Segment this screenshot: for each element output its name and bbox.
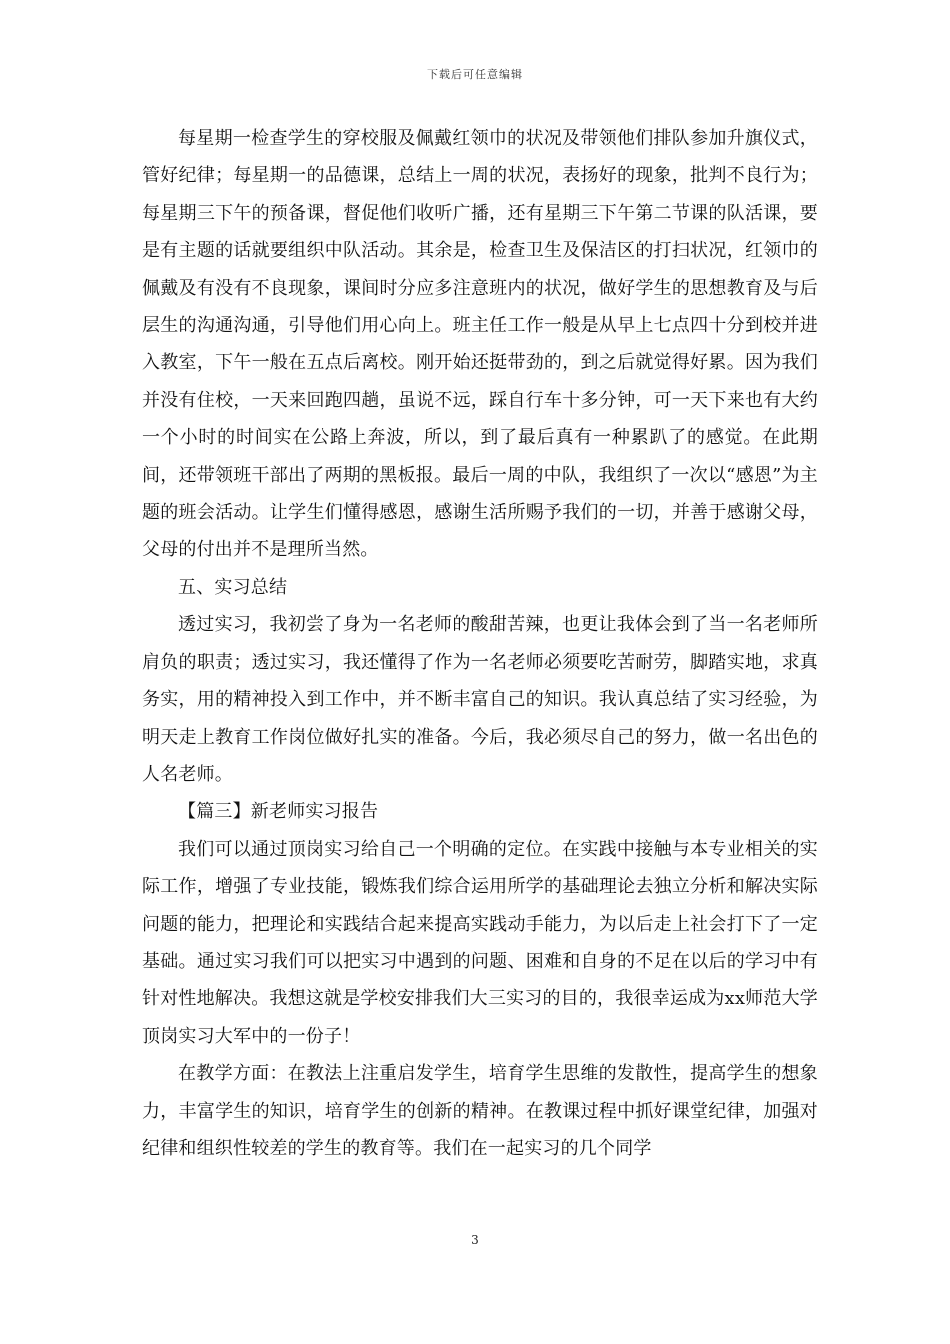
page-number: 3 [471, 1233, 479, 1247]
paragraph-positioning: 我们可以通过顶岗实习给自己一个明确的定位。在实践中接触与本专业相关的实际工作，增强了专业技能，锻炼我们综合运用所学的基础理论去独立分析和解决实际问题的能力，把理论和实践结合起来提高实践动手能力，为以后走上社会打下了一定基础。通过实习我们可以把实习中遇到的问题、困难和自身的不足在以后的学习中有针对性地解决。我想这就是学校安排我们大三实习的目的，我很幸运成为xx师范大学顶岗实习大军中的一份子！ [142, 838, 818, 1047]
paragraph-class-duties: 每星期一检查学生的穿校服及佩戴红领巾的状况及带领他们排队参加升旗仪式，管好纪律；每星期一的品德课，总结上一周的状况，表扬好的现象，批判不良行为；每星期三下午的预备课，督促他们收听广播，还有星期三下午第二节课的队活课，要是有主题的话就要组织中队活动。其余是，检查卫生及保洁区的打扫状况，红领巾的佩戴及有没有不良现象，课间时分应多注意班内的状况，做好学生的思想教育及与后层生的沟通沟通，引导他们用心向上。班主任工作一般是从早上七点四十分到校并进入教室，下午一般在五点后离校。刚开始还挺带劲的，到之后就觉得好累。因为我们并没有住校，一天来回跑四趟，虽说不远，踩自行车十多分钟，可一天下来也有大约一个小时的时间实在公路上奔波，所以，到了最后真有一种累趴了的感觉。在此期间，还带领班干部出了两期的黑板报。最后一周的中队，我组织了一次以“感恩”为主题的班会活动。让学生们懂得感恩，感谢生活所赐予我们的一切，并善于感谢父母，父母的付出并不是理所当然。 [142, 128, 818, 561]
page-header: 下载后可任意编辑 [427, 68, 523, 81]
paragraph-teaching: 在教学方面：在教法上注重启发学生，培育学生思维的发散性，提高学生的想象力，丰富学生的知识，培育学生的创新的精神。在教课过程中抓好课堂纪律，加强对纪律和组织性较差的学生的教育等。我们在一起实习的几个同学 [142, 1063, 818, 1159]
paragraph-internship-summary: 透过实习，我初尝了身为一名老师的酸甜苦辣，也更让我体会到了当一名老师所肩负的职责；透过实习，我还懂得了作为一名老师必须要吃苦耐劳，脚踏实地，求真务实，用的精神投入到工作中，并不断丰富自己的知识。我认真总结了实习经验，为明天走上教育工作岗位做好扎实的准备。今后，我必须尽自己的努力，做一名出色的人名老师。 [142, 614, 818, 785]
document-body [142, 120, 818, 1167]
section-heading-part-three: 【篇三】新老师实习报告 [178, 801, 379, 823]
section-heading-internship-summary: 五、实习总结 [178, 576, 288, 598]
